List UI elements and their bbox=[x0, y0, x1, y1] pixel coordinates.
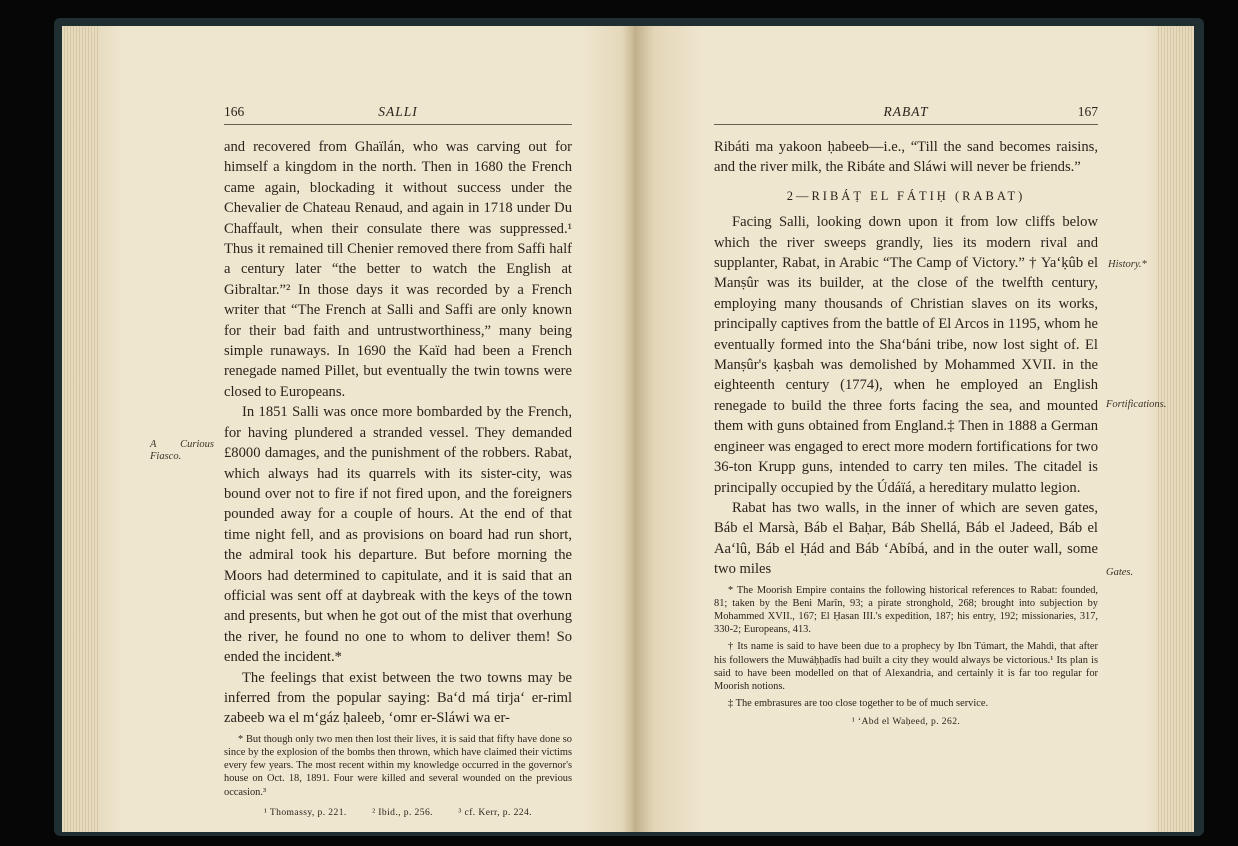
right-page bbox=[634, 26, 1194, 832]
source-notes bbox=[224, 799, 572, 823]
paragraph: In 1851 Salli was once more bombarded by the French, for having plundered a stranded vessel. They demanded £8000 damages, and the punishment of the robbers. Rabat, which always had its quarrels with its sister-city, was bound over not to fire if not fired upon, and the foreigners pounded away for a couple of hours. At the end of that time night fell, and as provisions on board had run short, the admiral took his departure. But before morning the Moors had determined to capitulate, and it is said that an official was sent off at daybreak with the keys of the town and presents, but when he got out of the mist that overhung the river, he found no one to whom to deliver them! So ended the incident.* bbox=[224, 404, 572, 666]
footnote: ‡ The embrasures are too close together to be of much service. bbox=[728, 698, 989, 710]
paragraph: Rabat has two walls, in the inner of which are seven gates, Báb el Marsà, Báb el Baḥar, Báb Shellá, Báb el Jadeed, Báb el Aa‘lû, Báb el Ḥád and Báb ‘Abíbá, and in the outer wall, some two miles bbox=[714, 499, 1098, 578]
source-note: ¹ ‘Abd el Waḥeed, p. 262. bbox=[851, 716, 961, 728]
section-title: 2—RIBÁṬ EL FÁTIḤ (RABAT) bbox=[786, 188, 1026, 203]
page-number-left: 166 bbox=[224, 104, 245, 119]
margin-note-curious-fiasco: A Curious Fiasco. bbox=[150, 439, 214, 462]
paragraph: Facing Salli, looking down upon it from low cliffs below which the river sweeps grandly, lies its modern rival and supplanter, Rabat, in Arabic “The Camp of Victory.” † Ya‘ḳûb el Manṣûr was its builder, at the close of the twelfth century, employing many thousands of Christian slaves on its works, principally captives from the battle of El Arcos in 1195, whom he eventually formed into the Sha‘báni tribe, now lost sight of. El Manṣûr's ḳaṣbah was demolished by Mohammed XVII. in the eighteenth century (1774), when he employed an English renegade to build the three forts facing the sea, and mounted them with guns obtained from England.‡ Then in 1888 a German engineer was engaged to erect more modern fortifications for two 36-ton Krupp guns, intended to carry ten miles. The citadel is principally occupied by the Údáïá, a hereditary mulatto legion. bbox=[714, 214, 1098, 496]
left-page bbox=[62, 26, 634, 832]
footnote: † Its name is said to have been due to a prophecy by Ibn Túmart, the Mahdi, that after his followers the Muwáḥḥadîs had built a city they would always be victorious.¹ Its plan is said to have been modelled on that of Alexandria, and certainly it is far too regular for Moorish notions. bbox=[714, 641, 1098, 692]
source-note: ² Ibid., p. 256. bbox=[372, 806, 433, 818]
running-title-right: RABAT bbox=[883, 104, 929, 119]
footnote: * The Moorish Empire contains the following historical references to Rabat: founded, 81; taken by the Beni Marîn, 93; a pirate stronghold, 268; brought into subjection by Mohammed XVII., 167; El Ḥasan III.'s expedition, 187; his entry, 192; missionaries, 317, 330-2; Europeans, 413. bbox=[714, 584, 1098, 636]
page-number-right: 167 bbox=[1077, 104, 1098, 119]
running-head-right bbox=[714, 104, 1098, 125]
book-spread bbox=[54, 18, 1204, 836]
page-edges bbox=[62, 26, 100, 832]
running-title-left: SALLI bbox=[378, 104, 418, 119]
opening-paragraph: Ribáti ma yakoon ḥabeeb—i.e., “Till the sand becomes raisins, and the river milk, the Ribáte and Sláwi will never be friends.” bbox=[714, 139, 1098, 176]
page-edges bbox=[1156, 26, 1194, 832]
paragraph: The feelings that exist between the two towns may be inferred from the popular saying: Ba‘d má tirja‘ er-riml zabeeb wa el m‘gáz ḥaleeb, ‘omr er-Sláwi wa er- bbox=[224, 669, 572, 727]
running-head-left bbox=[224, 104, 572, 125]
left-body-text bbox=[150, 137, 572, 823]
source-note: ¹ Thomassy, p. 221. bbox=[264, 806, 347, 818]
margin-note-fortifications: Fortifications. bbox=[1106, 399, 1167, 410]
source-note: ³ cf. Kerr, p. 224. bbox=[458, 806, 532, 818]
margin-note-gates: Gates. bbox=[1106, 567, 1134, 578]
right-body-text bbox=[714, 137, 1167, 733]
footnote: * But though only two men then lost their lives, it is said that fifty have done so since by the explosion of the bombs then thrown, which have claimed their victims every few years. The most recent within my knowledge occurred in the governor's house on Oct. 18, 1891. Four were killed and several wounded on the previous occasion.³ bbox=[224, 733, 572, 798]
paragraph: and recovered from Ghaïlán, who was carving out for himself a kingdom in the north. Then in 1680 the French came again, blockading it without success under the Chevalier de Chateau Renaud, and again in 1718 under Du Chaffault, when their consulate there was suppressed.¹ Thus it remained till Chenier removed there from Saffi half a century later “the better to watch the English at Gibraltar.”² In those days it was recorded by a French writer that “The French at Salli and Saffi are only known for their bad faith and untrustworthiness,” many being simple runaways. In 1690 the Kaïd had been a French renegade named Pillet, but eventually the twin towns were closed to Europeans. bbox=[224, 139, 572, 400]
margin-note-history: History.* bbox=[1108, 259, 1147, 270]
